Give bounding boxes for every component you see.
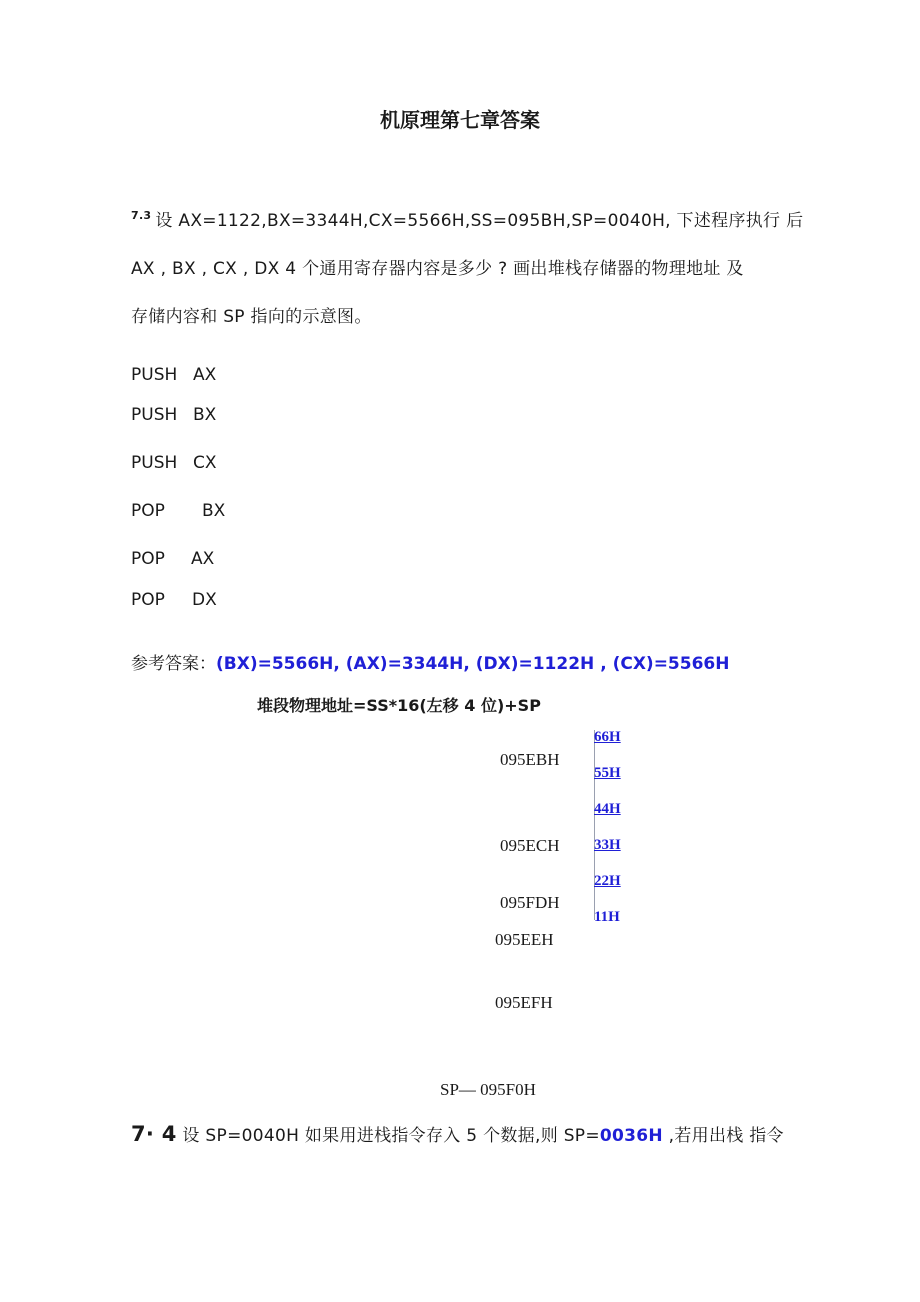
question-7-4-line bbox=[131, 1121, 784, 1146]
instruction-op: POP bbox=[131, 501, 165, 521]
code-line bbox=[131, 549, 214, 569]
question-text-continued: ,若用出栈 指令 bbox=[662, 1126, 784, 1146]
physical-address-formula: 堆段物理地址=SS*16(左移 4 位)+SP bbox=[257, 696, 541, 715]
stack-address: 095EBH bbox=[500, 750, 560, 769]
instruction-op: POP bbox=[131, 590, 165, 610]
stack-divider bbox=[594, 730, 595, 920]
sp-value-highlight: 0036H bbox=[599, 1126, 663, 1146]
page-title: 机原理第七章答案 bbox=[380, 108, 540, 132]
instruction-arg: AX bbox=[193, 365, 217, 385]
instruction-op: PUSH bbox=[131, 365, 178, 385]
instruction-arg: BX bbox=[193, 405, 217, 425]
stack-cell: 11H bbox=[594, 909, 620, 925]
question-7-3-line-1 bbox=[131, 206, 803, 231]
question-number: 7.3 bbox=[131, 209, 152, 222]
instruction-op: POP bbox=[131, 549, 165, 569]
stack-cell: 22H bbox=[594, 873, 621, 889]
stack-address: 095FDH bbox=[500, 893, 560, 912]
code-line bbox=[131, 365, 216, 385]
stack-cell: 66H bbox=[594, 729, 621, 745]
stack-pointer-label: SP— 095F0H bbox=[440, 1080, 536, 1099]
question-text-line-1: 设 AX=1122,BX=3344H,CX=5566H,SS=095BH,SP=0040H, 下述程序执行 后 bbox=[155, 211, 804, 231]
question-text: 设 SP=0040H 如果用进栈指令存入 5 个数据,则 SP= bbox=[176, 1126, 600, 1146]
instruction-op: PUSH bbox=[131, 453, 178, 473]
stack-cell: 55H bbox=[594, 765, 621, 781]
instruction-op: PUSH bbox=[131, 405, 178, 425]
stack-address: 095ECH bbox=[500, 836, 560, 855]
stack-address: 095EFH bbox=[495, 993, 553, 1012]
question-text-line-2: AX , BX , CX , DX 4 个通用寄存器内容是多少 ? 画出堆栈存储器的物理地址 及 bbox=[131, 259, 744, 279]
answer-line bbox=[131, 649, 729, 674]
question-number: 7· 4 bbox=[131, 1122, 177, 1146]
instruction-arg: BX bbox=[202, 501, 226, 521]
code-line bbox=[131, 501, 225, 521]
question-text-line-3: 存储内容和 SP 指向的示意图。 bbox=[131, 307, 372, 327]
stack-address: 095EEH bbox=[495, 930, 554, 949]
stack-cell: 33H bbox=[594, 837, 621, 853]
instruction-arg: AX bbox=[191, 549, 215, 569]
instruction-arg: DX bbox=[192, 590, 217, 610]
answer-value: (BX)=5566H, (AX)=3344H, (DX)=1122H , (CX)=5566H bbox=[216, 654, 730, 674]
code-line bbox=[131, 590, 217, 610]
stack-cell: 44H bbox=[594, 801, 621, 817]
code-line bbox=[131, 453, 217, 473]
code-line bbox=[131, 405, 216, 425]
instruction-arg: CX bbox=[193, 453, 217, 473]
answer-label: 参考答案： bbox=[131, 654, 216, 674]
